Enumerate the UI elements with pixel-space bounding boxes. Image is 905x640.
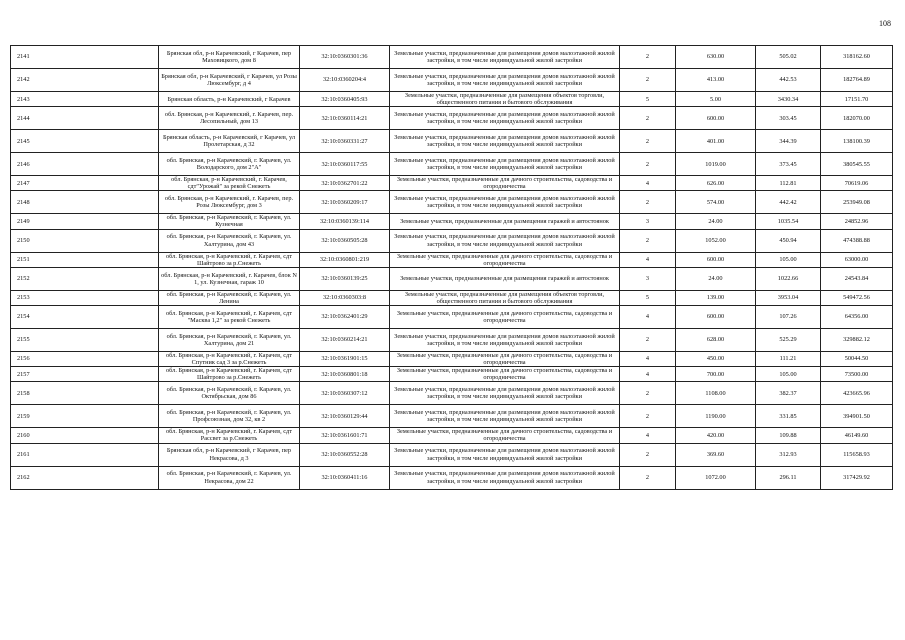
table-row [11, 305, 893, 328]
cell-land-purpose: Земельные участки, предназначенные для размещения гаражей и автостоянок [390, 267, 620, 290]
cell-address: обл. Брянская, р-н Карачевский, г. Карачев, пер. Розы Люксембург, дом 3 [159, 191, 300, 214]
cell-area: 1190.00 [676, 405, 756, 428]
cell-number: 2144 [11, 107, 159, 130]
cell-number: 2161 [11, 443, 159, 466]
cell-land-purpose: Земельные участки, предназначенные для дачного строительства, садоводства и огородничества [390, 428, 620, 443]
table-row [11, 107, 893, 130]
cell-group: 2 [620, 130, 676, 153]
cell-area: 24.00 [676, 267, 756, 290]
cell-land-purpose: Земельные участки, предназначенные для размещения гаражей и автостоянок [390, 214, 620, 229]
cell-specific-value: 105.00 [756, 252, 821, 267]
cell-specific-value: 331.85 [756, 405, 821, 428]
cell-specific-value: 303.45 [756, 107, 821, 130]
cell-area: 626.00 [676, 176, 756, 191]
cell-specific-value: 296.11 [756, 466, 821, 489]
table-row [11, 466, 893, 489]
cell-number: 2147 [11, 176, 159, 191]
cell-cadastral-value: 549472.56 [821, 290, 893, 305]
cell-address: обл. Брянская, р-н Карачевский, г. Карачев, ул. Некрасова, дом 22 [159, 466, 300, 489]
cell-land-purpose: Земельные участки, предназначенные для размещения домов малоэтажной жилой застройки, в том числе индивидуальной жилой застройки [390, 69, 620, 92]
cell-cadastral-value: 24543.84 [821, 267, 893, 290]
cell-address: обл. Брянская, р-н Карачевский, г. Карачев, сдт Шайтрово за р.Снежеть [159, 367, 300, 382]
cell-land-purpose: Земельные участки, предназначенные для размещения домов малоэтажной жилой застройки, в том числе индивидуальной жилой застройки [390, 130, 620, 153]
cell-cadastral-value: 63000.00 [821, 252, 893, 267]
cell-land-purpose: Земельные участки, предназначенные для размещения домов малоэтажной жилой застройки, в том числе индивидуальной жилой застройки [390, 382, 620, 405]
cell-number: 2150 [11, 229, 159, 252]
cell-cadastral-number: 32:10:0360139:25 [300, 267, 390, 290]
cell-land-purpose: Земельные участки, предназначенные для размещения домов малоэтажной жилой застройки, в том числе индивидуальной жилой застройки [390, 107, 620, 130]
cell-cadastral-number: 32:10:0360801:219 [300, 252, 390, 267]
cell-area: 700.00 [676, 367, 756, 382]
cell-cadastral-value: 64356.00 [821, 305, 893, 328]
cell-number: 2160 [11, 428, 159, 443]
cell-area: 600.00 [676, 305, 756, 328]
cell-number: 2156 [11, 351, 159, 366]
cell-address: Брянская обл, р-н Карачевский, г Карачев, пер Некрасова, д 3 [159, 443, 300, 466]
cell-group: 2 [620, 191, 676, 214]
cell-address: Брянская область, р-н Карачевский, г Карачев [159, 92, 300, 107]
cell-area: 628.00 [676, 328, 756, 351]
cell-specific-value: 3430.34 [756, 92, 821, 107]
cell-group: 4 [620, 252, 676, 267]
cell-land-purpose: Земельные участки, предназначенные для дачного строительства, садоводства и огородничества [390, 176, 620, 191]
table-row [11, 267, 893, 290]
cell-area: 1019.00 [676, 153, 756, 176]
cell-address: обл. Брянская, р-н Карачевский, г. Карачев, сдт Рассвет за р.Снежеть [159, 428, 300, 443]
cell-specific-value: 450.94 [756, 229, 821, 252]
cell-specific-value: 373.45 [756, 153, 821, 176]
cell-cadastral-number: 32:10:0360139:114 [300, 214, 390, 229]
cell-address: Брянская обл, р-н Карачевский, г Карачев, пер Маховицкого, дом 8 [159, 46, 300, 69]
cell-specific-value: 109.88 [756, 428, 821, 443]
cell-group: 2 [620, 382, 676, 405]
cell-number: 2141 [11, 46, 159, 69]
cell-number: 2152 [11, 267, 159, 290]
cell-cadastral-number: 32:10:0360209:17 [300, 191, 390, 214]
cell-land-purpose: Земельные участки, предназначенные для дачного строительства, садоводства и огородничества [390, 367, 620, 382]
cell-cadastral-value: 253949.08 [821, 191, 893, 214]
cell-group: 2 [620, 328, 676, 351]
cell-cadastral-value: 394901.50 [821, 405, 893, 428]
cell-specific-value: 442.53 [756, 69, 821, 92]
cell-cadastral-number: 32:10:0360405:93 [300, 92, 390, 107]
cell-land-purpose: Земельные участки, предназначенные для размещения домов малоэтажной жилой застройки, в том числе индивидуальной жилой застройки [390, 153, 620, 176]
cell-area: 5.00 [676, 92, 756, 107]
cell-group: 4 [620, 428, 676, 443]
cell-group: 4 [620, 367, 676, 382]
cell-specific-value: 312.93 [756, 443, 821, 466]
table-row [11, 328, 893, 351]
cell-cadastral-number: 32:10:0361601:71 [300, 428, 390, 443]
cell-address: обл. Брянская, р-н Карачевский, г. Карачев, сдт "Масква 1,2" за рекой Снежеть [159, 305, 300, 328]
cell-cadastral-number: 32:10:0360411:16 [300, 466, 390, 489]
cell-cadastral-number: 32:10:0360214:21 [300, 328, 390, 351]
cell-cadastral-number: 32:10:0360301:36 [300, 46, 390, 69]
cell-cadastral-value: 70619.06 [821, 176, 893, 191]
cell-specific-value: 442.42 [756, 191, 821, 214]
cell-area: 450.00 [676, 351, 756, 366]
cell-area: 600.00 [676, 107, 756, 130]
cell-specific-value: 525.29 [756, 328, 821, 351]
table-row [11, 130, 893, 153]
cell-number: 2143 [11, 92, 159, 107]
cell-address: обл. Брянская, р-н Карачевский, г. Карачев, ул. Профсоюзная, дом 32, кв 2 [159, 405, 300, 428]
cell-area: 139.00 [676, 290, 756, 305]
cell-group: 4 [620, 351, 676, 366]
cell-group: 4 [620, 305, 676, 328]
cell-number: 2157 [11, 367, 159, 382]
table-row [11, 367, 893, 382]
cell-address: обл. Брянская, р-н Карачевский, г. Карачев, ул. Кузнечная [159, 214, 300, 229]
cell-specific-value: 112.81 [756, 176, 821, 191]
cell-address: Брянская область, р-н Карачевский, г Карачев, ул Пролетарская, д 32 [159, 130, 300, 153]
cell-area: 369.60 [676, 443, 756, 466]
table-row [11, 46, 893, 69]
table-row [11, 214, 893, 229]
cell-cadastral-number: 32:10:0360117:55 [300, 153, 390, 176]
cell-address: обл. Брянская, р-н Карачевский, г. Карачев, сдт Спутник сад 3 за р.Снежеть [159, 351, 300, 366]
cell-cadastral-value: 380545.55 [821, 153, 893, 176]
cell-cadastral-number: 32:10:0360552:28 [300, 443, 390, 466]
cell-cadastral-value: 317429.92 [821, 466, 893, 489]
cell-land-purpose: Земельные участки, предназначенные для дачного строительства, садоводства и огородничества [390, 305, 620, 328]
cell-number: 2155 [11, 328, 159, 351]
cell-cadastral-value: 182070.00 [821, 107, 893, 130]
cell-area: 401.00 [676, 130, 756, 153]
cell-land-purpose: Земельные участки, предназначенные для размещения объектов торговли, общественного питания и бытового обслуживания [390, 290, 620, 305]
cell-number: 2149 [11, 214, 159, 229]
cell-group: 5 [620, 290, 676, 305]
cell-cadastral-number: 32:10:0360114:21 [300, 107, 390, 130]
table-row [11, 229, 893, 252]
table-row [11, 443, 893, 466]
cell-number: 2158 [11, 382, 159, 405]
cell-area: 630.00 [676, 46, 756, 69]
table-body [11, 46, 893, 490]
table-row [11, 69, 893, 92]
cell-land-purpose: Земельные участки, предназначенные для размещения домов малоэтажной жилой застройки, в том числе индивидуальной жилой застройки [390, 405, 620, 428]
cell-number: 2159 [11, 405, 159, 428]
cell-group: 2 [620, 46, 676, 69]
cell-land-purpose: Земельные участки, предназначенные для размещения домов малоэтажной жилой застройки, в том числе индивидуальной жилой застройки [390, 443, 620, 466]
table-row [11, 176, 893, 191]
cell-number: 2142 [11, 69, 159, 92]
cell-address: обл. Брянская, р-н Карачевский, г. Карачев, ул. Халтурина, дом 43 [159, 229, 300, 252]
cell-area: 413.00 [676, 69, 756, 92]
cell-number: 2162 [11, 466, 159, 489]
cell-group: 2 [620, 229, 676, 252]
cell-cadastral-value: 474388.88 [821, 229, 893, 252]
cell-specific-value: 111.21 [756, 351, 821, 366]
table-row [11, 351, 893, 366]
cell-address: обл. Брянская, р-н Карачевский, г. Карачев, пер. Лесопильный, дом 13 [159, 107, 300, 130]
table-row [11, 153, 893, 176]
cell-specific-value: 107.26 [756, 305, 821, 328]
cell-cadastral-value: 138100.39 [821, 130, 893, 153]
cell-area: 1052.00 [676, 229, 756, 252]
cell-number: 2146 [11, 153, 159, 176]
cell-number: 2153 [11, 290, 159, 305]
cell-address: обл. Брянская, р-н Карачевский, г. Карачев, ул. Ленина [159, 290, 300, 305]
cell-address: обл. Брянская, р-н Карачевский, г. Карачев, ул. Володарского, дом 2"А" [159, 153, 300, 176]
cell-cadastral-value: 318162.60 [821, 46, 893, 69]
table-row [11, 428, 893, 443]
table-row [11, 290, 893, 305]
cell-group: 2 [620, 405, 676, 428]
cell-cadastral-value: 115658.93 [821, 443, 893, 466]
cell-cadastral-value: 50044.50 [821, 351, 893, 366]
cell-group: 2 [620, 153, 676, 176]
cell-specific-value: 505.02 [756, 46, 821, 69]
cell-group: 2 [620, 466, 676, 489]
cell-cadastral-number: 32:10:0362701:22 [300, 176, 390, 191]
cell-cadastral-number: 32:10:0360505:28 [300, 229, 390, 252]
cell-cadastral-value: 423665.96 [821, 382, 893, 405]
cell-address: Брянская обл, р-н Карачевский, г Карачев, ул Розы Люксембург, д 4 [159, 69, 300, 92]
cell-land-purpose: Земельные участки, предназначенные для размещения домов малоэтажной жилой застройки, в том числе индивидуальной жилой застройки [390, 328, 620, 351]
cell-cadastral-value: 17151.70 [821, 92, 893, 107]
cell-cadastral-value: 46149.60 [821, 428, 893, 443]
cell-cadastral-number: 32:10:0362401:29 [300, 305, 390, 328]
cell-address: обл. Брянская, р-н Карачевский, г. Карачев, блок N 1, ул. Кузнечная, гараж 10 [159, 267, 300, 290]
cell-group: 3 [620, 214, 676, 229]
cell-specific-value: 1035.54 [756, 214, 821, 229]
cell-group: 2 [620, 443, 676, 466]
cell-number: 2148 [11, 191, 159, 214]
cell-address: обл. Брянская, р-н Карачевский, г. Карачев, сдт"Урожай" за рекой Снежеть [159, 176, 300, 191]
cell-group: 3 [620, 267, 676, 290]
cell-cadastral-value: 24852.96 [821, 214, 893, 229]
cell-area: 1072.00 [676, 466, 756, 489]
cell-land-purpose: Земельные участки, предназначенные для размещения домов малоэтажной жилой застройки, в том числе индивидуальной жилой застройки [390, 191, 620, 214]
page-number: 108 [879, 19, 891, 28]
cell-area: 1108.00 [676, 382, 756, 405]
cell-cadastral-number: 32:10:0360204:4 [300, 69, 390, 92]
cell-cadastral-number: 32:10:0360801:18 [300, 367, 390, 382]
cell-group: 4 [620, 176, 676, 191]
cell-land-purpose: Земельные участки, предназначенные для размещения домов малоэтажной жилой застройки, в том числе индивидуальной жилой застройки [390, 466, 620, 489]
cell-address: обл. Брянская, р-н Карачевский, г. Карачев, сдт Шайтрово за р.Снежеть [159, 252, 300, 267]
cell-land-purpose: Земельные участки, предназначенные для размещения объектов торговли, общественного питания и бытового обслуживания [390, 92, 620, 107]
cell-cadastral-number: 32:10:0360307:12 [300, 382, 390, 405]
cell-area: 574.00 [676, 191, 756, 214]
cell-land-purpose: Земельные участки, предназначенные для размещения домов малоэтажной жилой застройки, в том числе индивидуальной жилой застройки [390, 46, 620, 69]
cell-cadastral-value: 73500.00 [821, 367, 893, 382]
table-row [11, 405, 893, 428]
cell-address: обл. Брянская, р-н Карачевский, г. Карачев, ул. Халтурина, дом 21 [159, 328, 300, 351]
cell-specific-value: 1022.66 [756, 267, 821, 290]
cell-specific-value: 382.37 [756, 382, 821, 405]
cell-land-purpose: Земельные участки, предназначенные для дачного строительства, садоводства и огородничества [390, 252, 620, 267]
cell-area: 24.00 [676, 214, 756, 229]
cell-specific-value: 344.39 [756, 130, 821, 153]
table-row [11, 92, 893, 107]
cell-cadastral-number: 32:10:0360331:27 [300, 130, 390, 153]
cell-land-purpose: Земельные участки, предназначенные для размещения домов малоэтажной жилой застройки, в том числе индивидуальной жилой застройки [390, 229, 620, 252]
cell-specific-value: 3953.04 [756, 290, 821, 305]
cell-address: обл. Брянская, р-н Карачевский, г. Карачев, ул. Октябрьская, дом 86 [159, 382, 300, 405]
cell-cadastral-number: 32:10:0361901:15 [300, 351, 390, 366]
cell-group: 2 [620, 107, 676, 130]
cell-area: 420.00 [676, 428, 756, 443]
cell-cadastral-value: 329882.12 [821, 328, 893, 351]
cell-area: 600.00 [676, 252, 756, 267]
cell-number: 2154 [11, 305, 159, 328]
cell-number: 2151 [11, 252, 159, 267]
cell-cadastral-value: 182764.89 [821, 69, 893, 92]
table-row [11, 252, 893, 267]
cell-land-purpose: Земельные участки, предназначенные для дачного строительства, садоводства и огородничества [390, 351, 620, 366]
cell-cadastral-number: 32:10:0360129:44 [300, 405, 390, 428]
cell-number: 2145 [11, 130, 159, 153]
table-row [11, 191, 893, 214]
cell-group: 5 [620, 92, 676, 107]
table-row [11, 382, 893, 405]
cell-group: 2 [620, 69, 676, 92]
cell-specific-value: 105.00 [756, 367, 821, 382]
cell-cadastral-number: 32:10:0360303:8 [300, 290, 390, 305]
cadastral-value-table [10, 45, 893, 490]
